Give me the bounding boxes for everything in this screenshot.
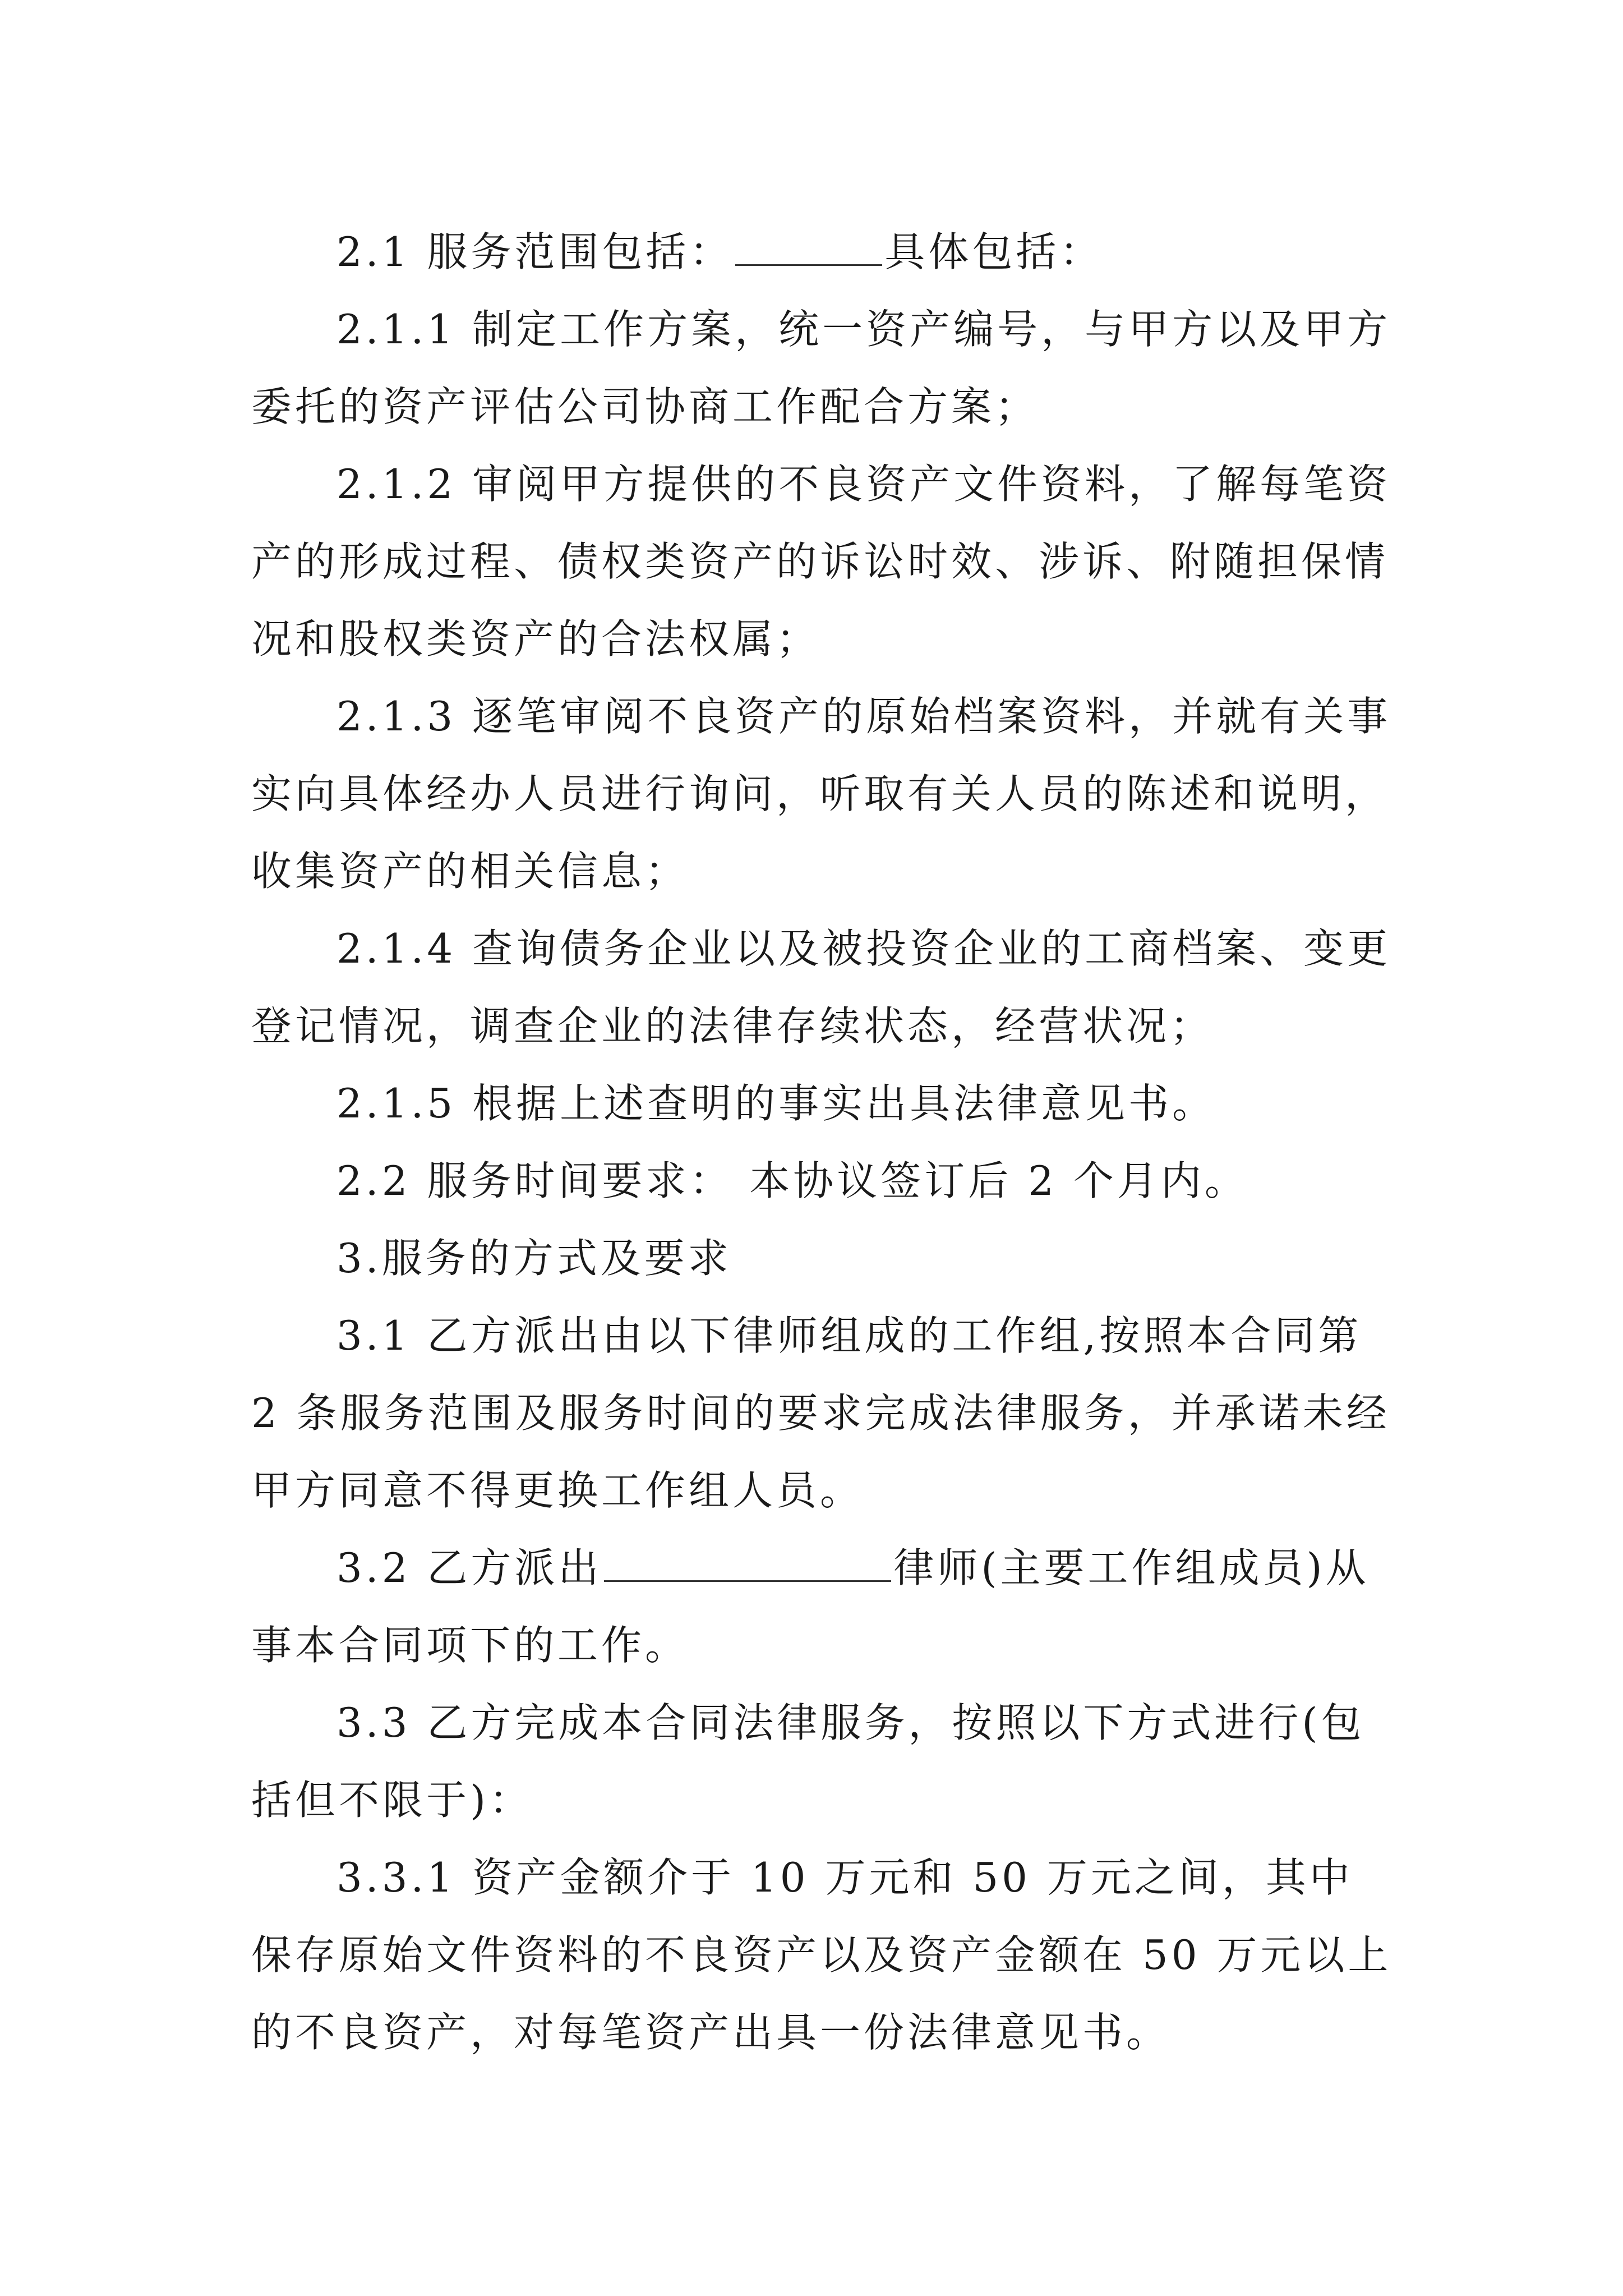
paragraph-3-2 (251, 1529, 1395, 1684)
paragraph-2-1-5: 2.1.5 根据上述查明的事实出具法律意见书。 (336, 1080, 1216, 1127)
paragraph-2-1 (251, 213, 1395, 291)
paragraph-2-1-4: 2.1.4 查询债务企业以及被投资企业的工商档案、变更登记情况，调查企业的法律存续状态，经营状况； (251, 925, 1391, 1050)
paragraph-2-1-tail: 具体包括： (884, 228, 1104, 275)
paragraph-3-3: 3.3 乙方完成本合同法律服务，按照以下方式进行(包括但不限于)： (251, 1699, 1365, 1824)
fill-in-blank-service-scope[interactable] (735, 231, 882, 266)
section-heading-3: 3.服务的方式及要求 (336, 1235, 732, 1282)
paragraph-3-2-lead: 3.2 乙方派出 (336, 1544, 602, 1591)
paragraph-3-2-tail: 律师(主要工作组成员)从事本合同项下的工作。 (251, 1544, 1370, 1669)
paragraph-3-3-1: 3.3.1 资产金额介于 10 万元和 50 万元之间，其中保存原始文件资料的不良资产以及资产金额在 50 万元以上的不良资产，对每笔资产出具一份法律意见书。 (251, 1854, 1392, 2056)
paragraph-2-1-1: 2.1.1 制定工作方案，统一资产编号，与甲方以及甲方委托的资产评估公司协商工作配合方案； (251, 306, 1391, 430)
paragraph-2-1-2: 2.1.2 审阅甲方提供的不良资产文件资料，了解每笔资产的形成过程、债权类资产的诉讼时效、涉诉、附随担保情况和股权类资产的合法权属； (251, 461, 1391, 662)
paragraph-2-2: 2.2 服务时间要求： 本协议签订后 2 个月内。 (336, 1157, 1248, 1204)
paragraph-2-1-lead: 2.1 服务范围包括： (336, 228, 734, 275)
fill-in-blank-lawyer-names[interactable] (604, 1547, 891, 1582)
paragraph-2-1-3: 2.1.3 逐笔审阅不良资产的原始档案资料，并就有关事实向具体经办人员进行询问，听取有关人员的陈述和说明，收集资产的相关信息； (251, 693, 1391, 895)
paragraph-3-1: 3.1 乙方派出由以下律师组成的工作组,按照本合同第 2 条服务范围及服务时间的要求完成法律服务，并承诺未经甲方同意不得更换工作组人员。 (251, 1312, 1390, 1514)
document-page (251, 213, 1395, 2071)
